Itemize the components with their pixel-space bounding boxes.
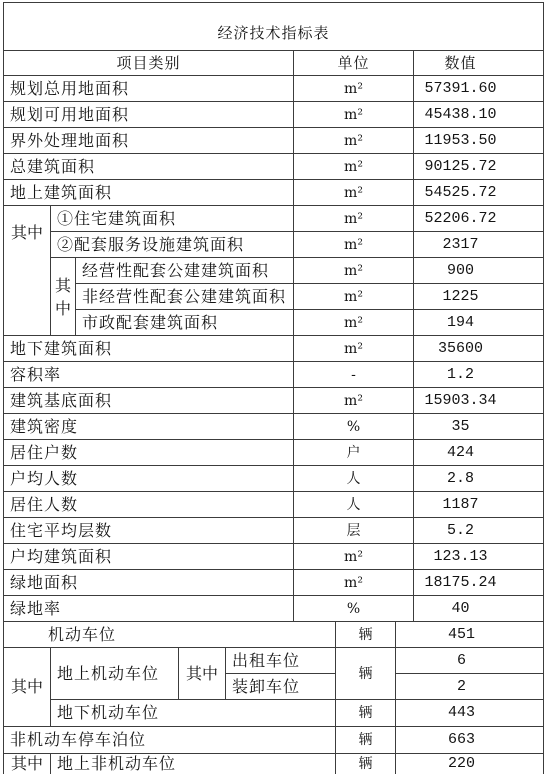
row-value: 18175.24 <box>414 570 544 596</box>
row-value: 5.2 <box>414 518 544 544</box>
title-row <box>4 3 544 51</box>
row-label: 机动车位 <box>4 622 336 648</box>
row-planned-usable-land-area <box>4 102 544 128</box>
row-green-ratio <box>4 596 544 622</box>
row-label: 地下机动车位 <box>51 700 336 727</box>
row-label: 绿地面积 <box>4 570 294 596</box>
row-value: 35600 <box>414 336 544 362</box>
row-unit: 人 <box>294 492 414 518</box>
row-label: 市政配套建筑面积 <box>76 310 294 336</box>
row-off-site-treated-land-area <box>4 128 544 154</box>
row-unit: 辆 <box>336 648 396 700</box>
row-persons-per-household <box>4 466 544 492</box>
row-label: 规划总用地面积 <box>4 76 294 102</box>
row-non-commercial-supporting-floor-area <box>4 284 544 310</box>
row-above-ground-non-motor-spaces <box>4 754 544 774</box>
row-value: 220 <box>396 754 544 774</box>
row-label: 户均建筑面积 <box>4 544 294 570</box>
row-label-above-ground-motor: 地上机动车位 <box>51 648 179 700</box>
row-unit: % <box>294 414 414 440</box>
row-motor-parking-spaces <box>4 622 544 648</box>
row-underground-motor-spaces <box>4 700 544 727</box>
row-underground-floor-area <box>4 336 544 362</box>
row-green-area <box>4 570 544 596</box>
row-label: 地下建筑面积 <box>4 336 294 362</box>
row-value: 1187 <box>414 492 544 518</box>
header-row <box>4 51 544 76</box>
row-unit: - <box>294 362 414 388</box>
row-label: 建筑基底面积 <box>4 388 294 414</box>
row-unit: 户 <box>294 440 414 466</box>
row-value: 54525.72 <box>414 180 544 206</box>
row-value: 35 <box>414 414 544 440</box>
row-label: 居住人数 <box>4 492 294 518</box>
row-value: 40 <box>414 596 544 622</box>
indicator-sheet <box>3 2 543 774</box>
row-unit: 人 <box>294 466 414 492</box>
row-value: 52206.72 <box>414 206 544 232</box>
row-value: 45438.10 <box>414 102 544 128</box>
row-label: 规划可用地面积 <box>4 102 294 128</box>
row-unit: m² <box>294 258 414 284</box>
row-value: 11953.50 <box>414 128 544 154</box>
row-unit: m² <box>294 388 414 414</box>
row-label: 建筑密度 <box>4 414 294 440</box>
row-average-residential-floors <box>4 518 544 544</box>
row-residential-floor-area <box>4 206 544 232</box>
row-planned-total-land-area <box>4 76 544 102</box>
row-value: 424 <box>414 440 544 466</box>
row-unit: m² <box>294 544 414 570</box>
row-label: 非经营性配套公建建筑面积 <box>76 284 294 310</box>
row-unit: m² <box>294 180 414 206</box>
row-unit: m² <box>294 154 414 180</box>
row-label: 经营性配套公建建筑面积 <box>76 258 294 284</box>
row-value: 15903.34 <box>414 388 544 414</box>
row-non-motor-parking <box>4 727 544 754</box>
row-unit: 层 <box>294 518 414 544</box>
header-value: 数值 <box>414 51 544 76</box>
row-supporting-facilities-floor-area <box>4 232 544 258</box>
indicator-table <box>3 2 544 622</box>
row-building-density <box>4 414 544 440</box>
row-value: 1.2 <box>414 362 544 388</box>
header-category: 项目类别 <box>4 51 294 76</box>
row-value: 57391.60 <box>414 76 544 102</box>
row-unit: m² <box>294 232 414 258</box>
row-value: 2 <box>396 674 544 700</box>
row-total-floor-area <box>4 154 544 180</box>
row-unit: m² <box>294 570 414 596</box>
row-value: 1225 <box>414 284 544 310</box>
row-label: 户均人数 <box>4 466 294 492</box>
row-label: 非机动车停车泊位 <box>4 727 336 754</box>
row-unit: 辆 <box>336 622 396 648</box>
header-unit: 单位 <box>294 51 414 76</box>
row-households <box>4 440 544 466</box>
row-label: 出租车位 <box>226 648 336 674</box>
row-unit: m² <box>294 284 414 310</box>
row-label: 住宅平均层数 <box>4 518 294 544</box>
group-label-of-which: 其中 <box>4 206 51 336</box>
row-building-footprint-area <box>4 388 544 414</box>
group-label-of-which: 其中 <box>4 754 51 774</box>
row-label: ①住宅建筑面积 <box>51 206 294 232</box>
row-unit: m² <box>294 76 414 102</box>
row-label: 绿地率 <box>4 596 294 622</box>
row-label: 总建筑面积 <box>4 154 294 180</box>
row-municipal-supporting-floor-area <box>4 310 544 336</box>
row-unit: m² <box>294 102 414 128</box>
row-unit: m² <box>294 206 414 232</box>
row-value: 443 <box>396 700 544 727</box>
row-value: 194 <box>414 310 544 336</box>
row-value: 90125.72 <box>414 154 544 180</box>
row-label: ②配套服务设施建筑面积 <box>51 232 294 258</box>
row-label: 居住户数 <box>4 440 294 466</box>
row-value: 451 <box>396 622 544 648</box>
row-unit: % <box>294 596 414 622</box>
parking-table <box>3 621 544 774</box>
group-label-of-which: 其中 <box>4 648 51 727</box>
row-floor-area-per-household <box>4 544 544 570</box>
row-label: 容积率 <box>4 362 294 388</box>
row-unit: m² <box>294 128 414 154</box>
row-taxi-spaces <box>4 648 544 674</box>
row-residents <box>4 492 544 518</box>
row-unit: m² <box>294 336 414 362</box>
row-value: 123.13 <box>414 544 544 570</box>
row-value: 2317 <box>414 232 544 258</box>
row-above-ground-floor-area <box>4 180 544 206</box>
row-plot-ratio <box>4 362 544 388</box>
row-label: 界外处理地面积 <box>4 128 294 154</box>
row-value: 2.8 <box>414 466 544 492</box>
row-unit: 辆 <box>336 754 396 774</box>
row-value: 900 <box>414 258 544 284</box>
subgroup-label-of-which: 其中 <box>179 648 226 700</box>
row-unit: 辆 <box>336 727 396 754</box>
row-value: 6 <box>396 648 544 674</box>
row-unit: 辆 <box>336 700 396 727</box>
row-label: 地上非机动车位 <box>51 754 336 774</box>
row-commercial-supporting-floor-area <box>4 258 544 284</box>
table-title: 经济技术指标表 <box>4 3 544 51</box>
row-label: 地上建筑面积 <box>4 180 294 206</box>
row-value: 663 <box>396 727 544 754</box>
row-label: 装卸车位 <box>226 674 336 700</box>
row-unit: m² <box>294 310 414 336</box>
subgroup-label-of-which: 其中 <box>51 258 76 336</box>
